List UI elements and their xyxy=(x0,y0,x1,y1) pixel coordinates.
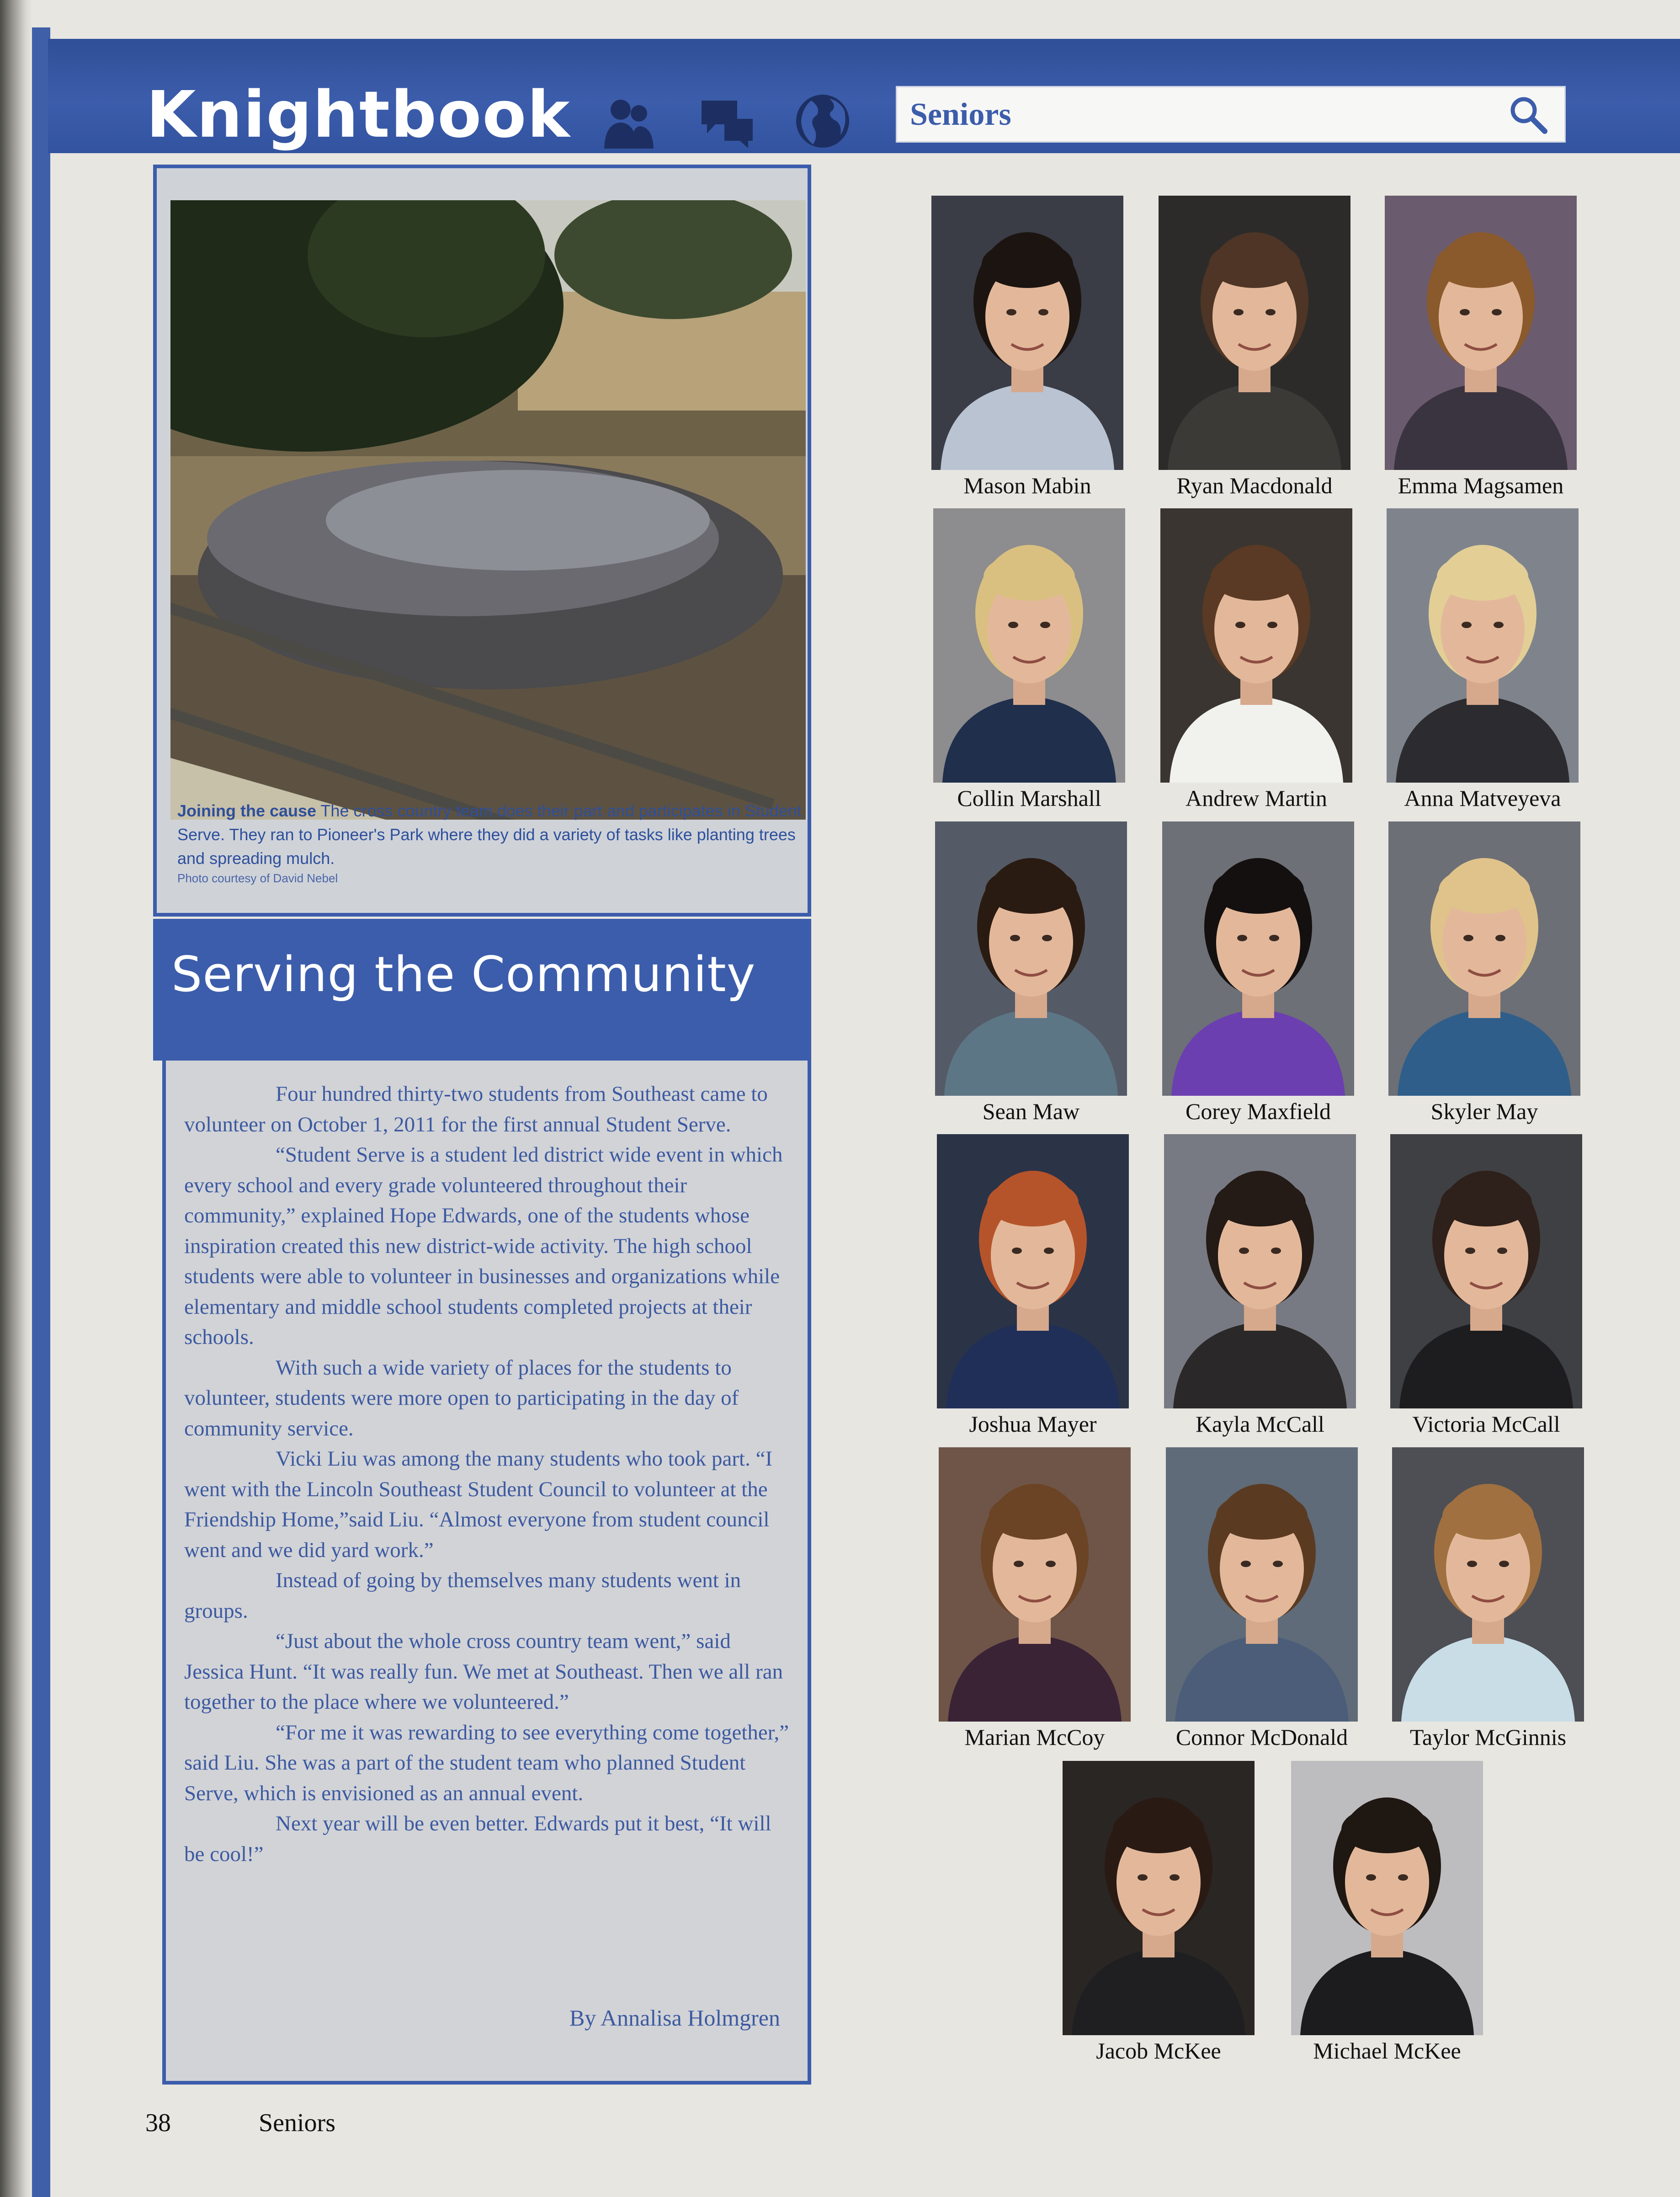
senior-name: Michael McKee xyxy=(1313,2038,1461,2064)
section-label: Seniors xyxy=(259,2109,335,2137)
article-title: Serving the Community xyxy=(171,946,756,1003)
senior-portrait xyxy=(939,1447,1131,1722)
senior-name: Connor McDonald xyxy=(1175,1724,1348,1750)
senior-name: Ryan Macdonald xyxy=(1176,473,1333,498)
senior-name: Emma Magsamen xyxy=(1398,473,1564,498)
senior-portrait xyxy=(1388,821,1580,1096)
spine-strip xyxy=(32,27,50,2197)
article-paragraph: Next year will be even better. Edwards put it best, “It will be cool!” xyxy=(184,1812,771,1866)
senior-name: Joshua Mayer xyxy=(969,1411,1097,1437)
headline-band xyxy=(153,919,811,1061)
senior-portrait xyxy=(1063,1761,1255,2035)
senior-name: Jacob McKee xyxy=(1096,2038,1221,2064)
article-body xyxy=(184,1079,792,1869)
senior-portrait xyxy=(1160,508,1352,783)
senior-name: Corey Maxfield xyxy=(1186,1098,1331,1124)
article-paragraph: “For me it was rewarding to see everything come together,” said Liu. She was a part of the student team who planned Student Serve, which is envisioned as an annual event. xyxy=(184,1720,789,1805)
search-input-value: Seniors xyxy=(910,97,1011,132)
senior-name: Skyler May xyxy=(1430,1098,1538,1124)
senior-portrait xyxy=(1385,196,1577,470)
photo-caption xyxy=(177,799,803,886)
article-paragraph: Vicki Liu was among the many students who took part. “I went with the Lincoln Southeast Student Council to volunteer at the Friendship Home,”said Liu. “Almost everyone from student council went and we did yard work.” xyxy=(184,1447,773,1562)
photo-panel xyxy=(153,165,811,917)
chat-icon[interactable] xyxy=(697,91,756,151)
article-paragraph: Four hundred thirty-two students from Southeast came to volunteer on October 1, 2011 for the first annual Student Serve. xyxy=(184,1082,768,1136)
senior-portrait xyxy=(931,196,1123,470)
group-photo xyxy=(170,200,806,820)
brand-title: Knightbook xyxy=(146,78,571,152)
search-input[interactable] xyxy=(896,86,1566,143)
senior-name: Andrew Martin xyxy=(1186,785,1327,811)
globe-icon[interactable] xyxy=(793,91,852,151)
senior-name: Victoria McCall xyxy=(1412,1411,1560,1437)
senior-portrait xyxy=(1387,508,1579,783)
senior-portrait xyxy=(933,508,1125,783)
senior-name: Taylor McGinnis xyxy=(1409,1724,1567,1750)
senior-portrait xyxy=(1164,1134,1356,1408)
page-number: 38 xyxy=(145,2109,171,2137)
article-paragraph: “Student Serve is a student led district wide event in which every school and every grade volunteered throughout their community,” explained Hope Edwards, one of the students whose inspiration created this new district-wide activity. The high school students were able to volunteer in businesses and organizations while elementary and middle school students completed projects at their schools. xyxy=(184,1143,783,1349)
senior-portrait xyxy=(1166,1447,1358,1722)
caption-lead: Joining the cause xyxy=(177,801,317,820)
senior-portrait xyxy=(937,1134,1129,1408)
article-byline: By Annalisa Holmgren xyxy=(569,2005,780,2031)
page-edge xyxy=(0,0,32,2197)
article-paragraph: With such a wide variety of places for the students to volunteer, students were more open to participating in the day of community service. xyxy=(184,1355,739,1440)
senior-portrait xyxy=(1392,1447,1584,1722)
senior-name: Mason Mabin xyxy=(963,473,1091,498)
photo-credit: Photo courtesy of David Nebel xyxy=(177,871,338,885)
senior-name: Collin Marshall xyxy=(957,785,1101,811)
article-paragraph: “Just about the whole cross country team went,” said Jessica Hunt. “It was really fun. We met at Southeast. Then we all ran together to the place where we volunteered.” xyxy=(184,1629,783,1714)
senior-name: Sean Maw xyxy=(982,1098,1080,1124)
senior-portrait xyxy=(1159,196,1350,470)
senior-portrait xyxy=(935,821,1127,1096)
senior-name: Marian McCoy xyxy=(964,1724,1105,1750)
senior-portrait xyxy=(1291,1761,1483,2035)
article-paragraph: Instead of going by themselves many students went in groups. xyxy=(184,1568,741,1623)
search-icon[interactable] xyxy=(1507,94,1548,135)
article-box xyxy=(162,1061,811,2085)
senior-portrait xyxy=(1390,1134,1582,1408)
senior-name: Kayla McCall xyxy=(1196,1411,1324,1437)
people-icon[interactable] xyxy=(599,91,658,151)
senior-portrait xyxy=(1162,821,1354,1096)
caption-text: The cross country team does their part and participates in Student Serve. They ran to Pioneer's Park where they did a variety of tasks like planting trees and spreading mulch. xyxy=(177,801,802,868)
senior-name: Anna Matveyeva xyxy=(1404,785,1561,811)
